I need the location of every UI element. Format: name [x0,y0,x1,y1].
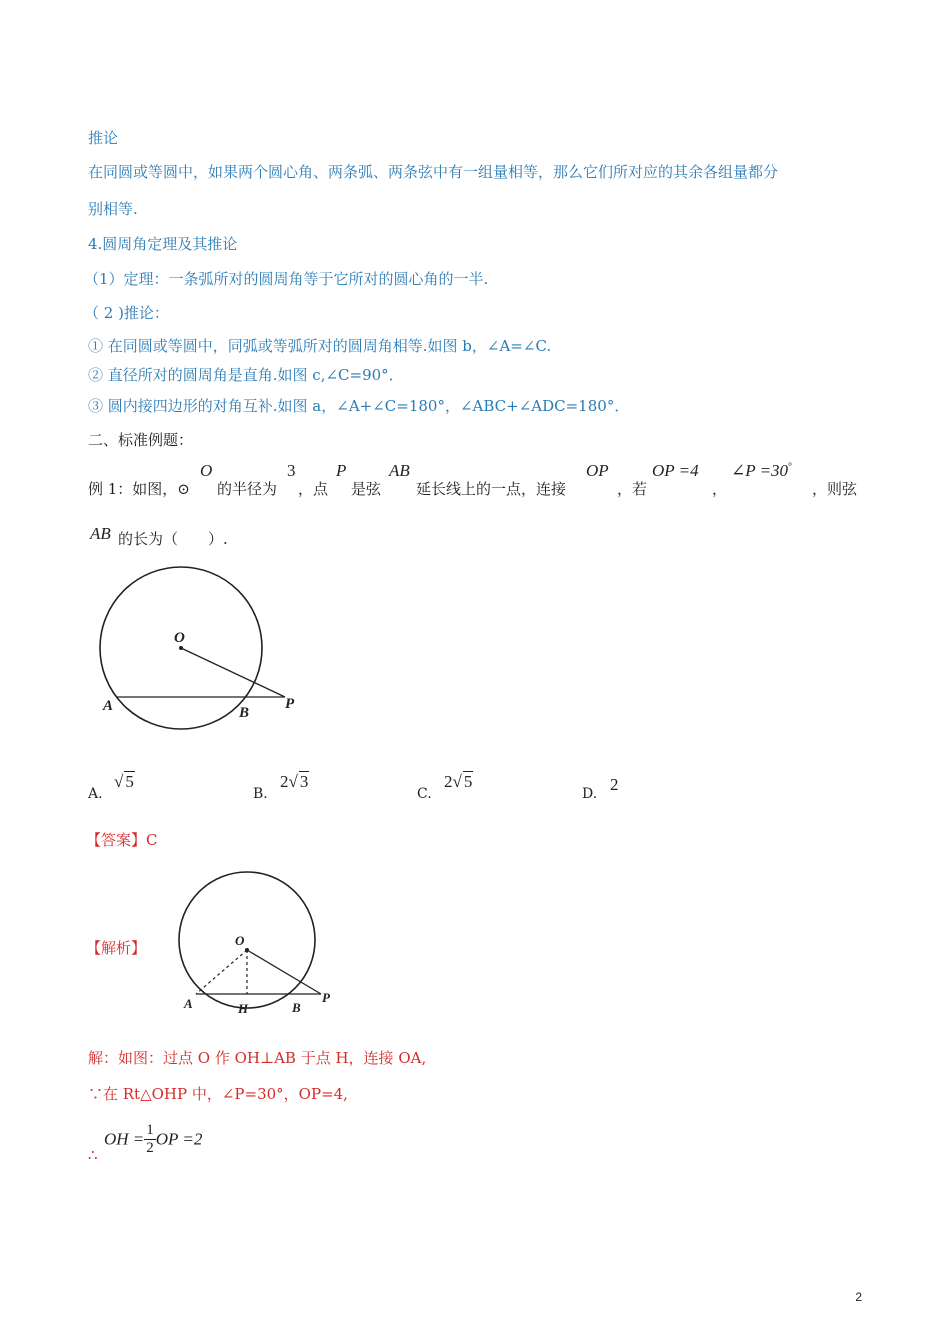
symbol-AB: AB [389,461,410,480]
label-P: P [285,696,295,712]
label-O-2: O [235,933,245,948]
option-A-radicand: 5 [125,772,134,791]
option-C-coef: 2 [444,772,453,791]
example-text-comma: ， [712,480,728,498]
page-number: 2 [855,1290,862,1304]
solution-equation [104,1122,202,1157]
option-D-value: 2 [610,775,619,794]
corollary-item-1: ① 在同圆或等圆中，同弧或等弧所对的圆周角相等.如图 b，∠A=∠C. [88,337,552,355]
example-text-point: ，点 [298,480,329,498]
symbol-P: P [336,461,347,480]
corollary-heading-2: （ 2 )推论： [84,304,169,322]
symbol-OP: OP [586,461,609,480]
option-C-radicand: 5 [463,772,473,791]
example-text-radius: 的半径为 [217,480,278,498]
example-text-then: ，则弦 [812,480,858,498]
corollary-text-line2: 别相等. [88,200,138,218]
degree-sign: ° [788,461,793,473]
corollary-text-line1: 在同圆或等圆中，如果两个圆心角、两条弧、两条弦中有一组量相等，那么它们所对应的其余各组量都分 [88,163,779,181]
equation-lhs: OH = [104,1129,145,1149]
therefore-symbol: ∴ [88,1146,98,1164]
example-prefix: 例 1：如图，⊙ [88,480,190,498]
label-A-2: A [184,996,193,1011]
section-4-title: 4.圆周角定理及其推论 [88,235,238,253]
symbol-AB-2: AB [90,524,111,543]
condition-OP-eq: OP =4 [652,461,699,480]
solution-line-2: ∵在 Rt△OHP 中，∠P=30°，OP=4, [88,1085,348,1103]
example-text-if: ，若 [617,480,648,498]
corollary-item-3: ③ 圆内接四边形的对角互补.如图 a，∠A+∠C=180°，∠ABC+∠ADC=180°． [88,397,630,415]
center-point-2 [245,948,249,952]
fraction-denominator: 2 [146,1140,154,1156]
corollary-item-2: ② 直径所对的圆周角是直角.如图 c,∠C=90°． [88,366,404,384]
section-2-title: 二、标准例题： [88,431,194,449]
option-C-value [444,772,473,792]
heading-corollary: 推论 [88,129,119,147]
option-A-letter: A. [88,786,103,802]
fraction-numerator: 1 [146,1122,154,1138]
analysis-label: 【解析】 [86,939,147,957]
theorem-line: （1）定理：一条弧所对的圆周角等于它所对的圆心角的一半. [84,270,489,288]
option-B-letter: B. [253,786,268,802]
radius-value: 3 [287,461,296,480]
example-text-length: 的长为（ ）. [118,530,228,548]
segment-OA-dashed [196,950,247,994]
angle-P-value: ∠P =30 [731,461,789,480]
segment-OP-2 [247,950,321,994]
fraction-half [144,1122,156,1157]
option-C-letter: C. [417,786,432,802]
center-point [179,646,183,650]
label-P-2: P [322,990,330,1005]
segment-OP [181,648,285,697]
label-H: H [238,1001,249,1016]
option-B-value [280,772,309,792]
condition-angle-P [731,461,792,481]
option-A-value [114,772,135,792]
option-B-coef: 2 [280,772,289,791]
example-text-extension: 延长线上的一点，连接 [416,480,567,498]
label-A: A [103,698,114,714]
option-B-radicand: 3 [299,772,309,791]
figure-1 [90,560,310,730]
option-D-letter: D. [582,786,598,802]
answer-line: 【答案】C [86,831,158,849]
sqrt: √ 3 [288,772,309,791]
label-B-2: B [292,1000,301,1015]
example-text-chord: 是弦 [351,480,382,498]
symbol-O: O [200,461,213,480]
label-B: B [239,705,250,721]
sqrt: √ 5 [452,772,473,791]
solution-line-1: 解：如图：过点 O 作 OH⊥AB 于点 H，连接 OA, [88,1049,427,1067]
sqrt: √ 5 [114,772,134,791]
label-O: O [174,630,185,646]
equation-rhs: OP =2 [155,1129,203,1149]
figure-2 [170,860,350,1020]
